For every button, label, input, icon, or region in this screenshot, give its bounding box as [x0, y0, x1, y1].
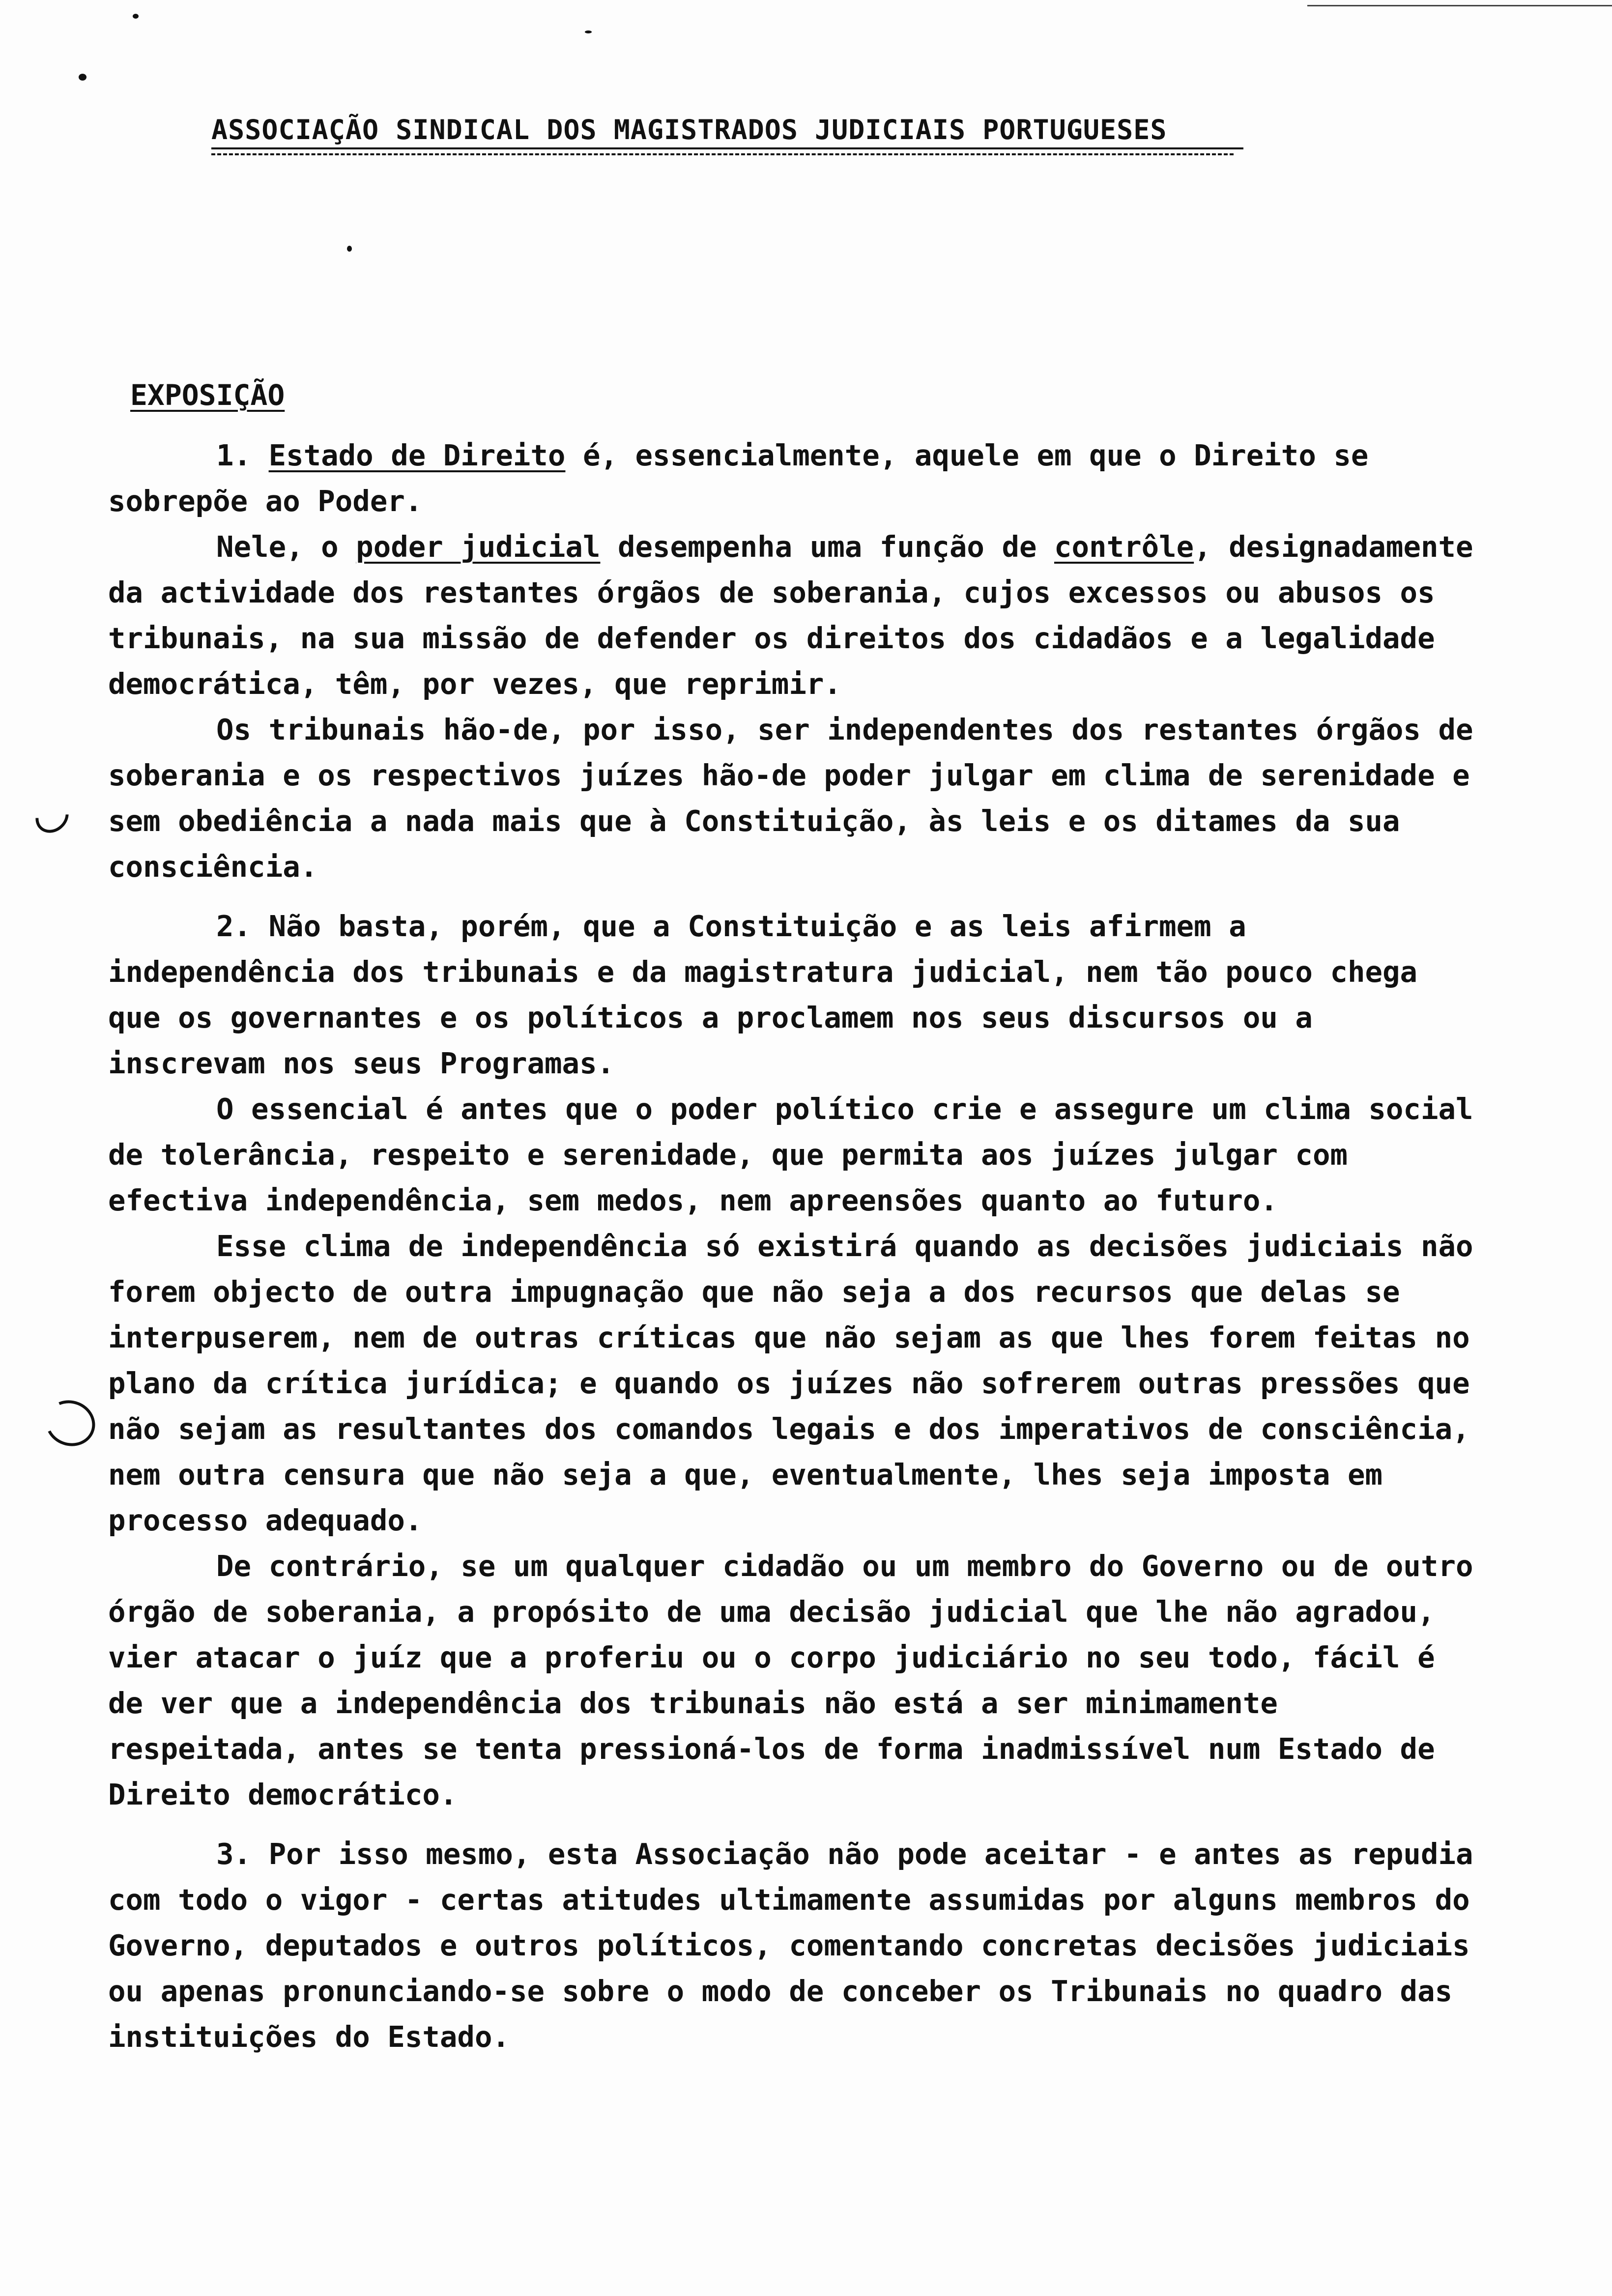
handwritten-margin-mark	[29, 793, 76, 840]
paragraph-1-text: é, essencialmente, aquele em que o Direito se sobrepõe ao Poder.	[108, 438, 1369, 518]
header-double-rule	[211, 153, 1234, 155]
document-body	[108, 432, 1474, 2060]
scan-speck	[133, 14, 139, 19]
scan-speck	[585, 30, 592, 33]
scan-edge-line	[1307, 5, 1612, 6]
organization-title: ASSOCIAÇÃO SINDICAL DOS MAGISTRADOS JUDICIAIS PORTUGUESES	[211, 114, 1243, 149]
document-header	[211, 114, 1243, 155]
scan-speck	[79, 74, 86, 81]
paragraph-1-term: Estado de Direito	[268, 438, 566, 472]
paragraph-7: De contrário, se um qualquer cidadão ou um membro do Governo ou de outro órgão de soberania, a propósito de uma decisão judicial que lhe não agradou, vier atacar o juíz que a proferiu ou o corpo judiciário no seu todo, fácil é de ver que a independência dos tribunais não está a ser minimamente respeitada, antes se tenta pressioná-los de forma inadmissível num Estado de Direito democrático.	[108, 1549, 1473, 1811]
paragraph-2-mid: desempenha uma função de	[600, 530, 1055, 564]
paragraph-1	[108, 432, 1474, 524]
paragraph-6: Esse clima de independência só existirá quando as decisões judiciais não forem objecto de outra impugnação que não seja a dos recursos que delas se interpuserem, nem de outras críticas que não sejam as que lhes forem feitas no plano da crítica jurídica; e quando os juízes não sofrerem outras pressões que não sejam as resultantes dos comandos legais e dos imperativos de consciência, nem outra censura que não seja a que, eventualmente, lhes seja imposta em processo adequado.	[108, 1229, 1473, 1537]
paragraph-2	[108, 524, 1474, 707]
paragraph-2-text: , designadamente da actividade dos restantes órgãos de soberania, cujos excessos ou abusos os tribunais, na sua missão de defender os direitos dos cidadãos e a legalidade democrática, têm, por vezes, que reprimir.	[108, 530, 1473, 701]
scan-speck	[347, 246, 352, 252]
paragraph-3: Os tribunais hão-de, por isso, ser independentes dos restantes órgãos de soberania e os respectivos juízes hão-de poder julgar em clima de serenidade e sem obediência a nada mais que à Constituição, às leis e os ditames da sua consciência.	[108, 713, 1473, 884]
paragraph-2-term-judicial: poder judicial	[356, 530, 601, 564]
section-heading: EXPOSIÇÃO	[130, 378, 285, 412]
paragraph-1-number: 1.	[216, 438, 269, 472]
paragraph-2-pre: Nele, o	[216, 530, 356, 564]
paragraph-4: 2. Não basta, porém, que a Constituição e as leis afirmem a independência dos tribunais e da magistratura judicial, nem tão pouco chega que os governantes e os políticos a proclamem nos seus discursos ou a inscrevam nos seus Programas.	[108, 909, 1418, 1080]
paragraph-5: O essencial é antes que o poder político crie e assegure um clima social de tolerância, respeito e serenidade, que permita aos juízes julgar com efectiva independência, sem medos, nem apreensões quanto ao futuro.	[108, 1092, 1473, 1217]
handwritten-margin-mark	[39, 1393, 101, 1453]
paragraph-8: 3. Por isso mesmo, esta Associação não pode aceitar - e antes as repudia com todo o vigor - certas atitudes ultimamente assumidas por alguns membros do Governo, deputados e outros políticos, comentando concretas decisões judiciais ou apenas pronunciando-se sobre o modo de conceber os Tribunais no quadro das instituições do Estado.	[108, 1837, 1473, 2054]
paragraph-2-term-controle: contrôle	[1054, 530, 1194, 564]
